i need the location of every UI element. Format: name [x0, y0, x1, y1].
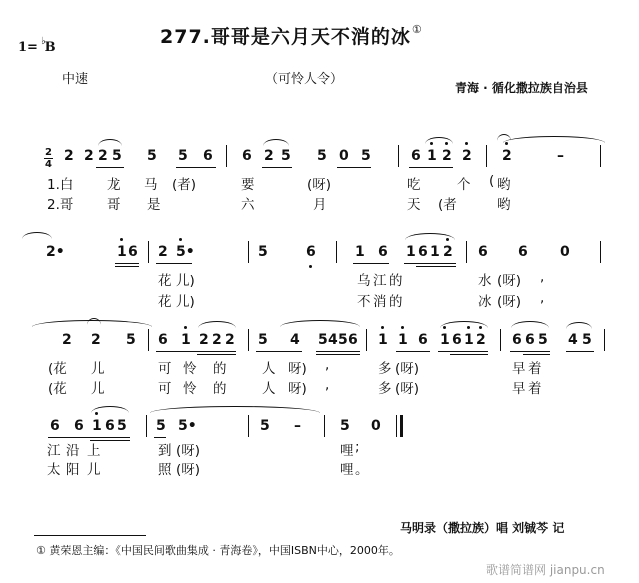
note: 2 [264, 148, 274, 164]
final-bar-line [400, 415, 403, 437]
note: 2 [199, 332, 209, 348]
tempo-marking: 中速 [62, 72, 89, 87]
note: 0 [339, 148, 349, 164]
note: 2 [158, 244, 168, 260]
note: 4 [568, 332, 578, 348]
footnote: ① 黄荣恩主编：《中国民间歌曲集成 · 青海卷》，中国ISBN中心，2000年。 [36, 544, 400, 557]
note: 5• [178, 418, 197, 434]
bar-line [226, 145, 227, 167]
note: 1 [378, 332, 388, 348]
song-title: 277.哥哥是六月天不消的冰① [160, 23, 423, 48]
note: 6 [411, 148, 421, 164]
note: 6 [203, 148, 213, 164]
note: 5 [318, 332, 328, 348]
bar-line [600, 241, 601, 263]
bar-line [466, 241, 467, 263]
note: 1 [181, 332, 191, 348]
time-signature: 2 4 [45, 147, 52, 170]
bar-line [600, 145, 601, 167]
note: 0 [560, 244, 570, 260]
note: 6 [74, 418, 84, 434]
lyric-line-2: 太 阳 儿 照 (呀) 哩 。 [47, 462, 369, 478]
note: 2 [64, 148, 74, 164]
bar-line [336, 241, 337, 263]
bar-line [148, 241, 149, 263]
note: 5 [156, 418, 166, 434]
note: 2 [462, 148, 472, 164]
note: 6 [158, 332, 168, 348]
bar-line [146, 415, 147, 437]
note: 2 [442, 148, 452, 164]
tie [22, 232, 52, 239]
slur [425, 137, 453, 144]
staff-system-1 [0, 148, 639, 168]
slur [91, 406, 129, 413]
note: 2 [502, 148, 512, 164]
site-watermark: 歌谱简谱网 jianpu.cn [486, 563, 605, 577]
note: 4 [290, 332, 300, 348]
note: 6 [418, 332, 428, 348]
lyric-line-2: 2.哥 哥 是 六 月 天 (者 哟 [47, 197, 511, 213]
tie [503, 136, 605, 143]
bar-line [324, 415, 325, 437]
bar-line [396, 415, 397, 437]
note: 1 [406, 244, 416, 260]
lyric-line-2: 花 儿) 不 消 的 冰 (呀) , [158, 290, 545, 310]
note: 6 [518, 244, 528, 260]
bar-line [248, 329, 249, 351]
note: 2 [98, 148, 108, 164]
bar-line [500, 329, 501, 351]
note: 5 [260, 418, 270, 434]
note: 1 [92, 418, 102, 434]
note: 2• [46, 244, 65, 260]
note: 1 [440, 332, 450, 348]
note: 2 [84, 148, 94, 164]
performer-credit: 马明录（撒拉族）唱 刘铖芩 记 [400, 521, 565, 535]
bar-line [486, 145, 487, 167]
note: 5 [281, 148, 291, 164]
lyric-line-1: 1.白 龙 马 (者) 要 (呀) 吃 个 ( 哟 [47, 173, 511, 193]
note: 1 [355, 244, 365, 260]
note: 5• [176, 244, 195, 260]
note: 5 [338, 332, 348, 348]
bar-line [398, 145, 399, 167]
lyric-line-2: (花 儿 可 怜 的 人 呀) , 多 (呀) 早 着 [48, 377, 542, 397]
staff-system-2 [0, 244, 639, 264]
footnote-divider [34, 535, 146, 536]
slur [511, 321, 549, 328]
slur [280, 320, 360, 327]
note: 6 [525, 332, 535, 348]
region-label: 青海 · 循化撒拉族自治县 [455, 81, 588, 95]
note: 6 [478, 244, 488, 260]
bar-line [366, 329, 367, 351]
note: 5 [538, 332, 548, 348]
note: 6 [452, 332, 462, 348]
note: 5 [178, 148, 188, 164]
note: 5 [112, 148, 122, 164]
note: 5 [147, 148, 157, 164]
lyric-line-1: 江 沿 上 到 (呀) 哩 ; [47, 439, 360, 459]
note: 6 [306, 244, 316, 260]
note: 5 [317, 148, 327, 164]
note: 2 [443, 244, 453, 260]
slur [566, 322, 592, 329]
tune-subtitle: （可怜人令） [265, 72, 344, 87]
lyric-line-1: 花 儿) 乌 江 的 水 (呀) , [158, 269, 545, 289]
note: 4 [328, 332, 338, 348]
note: 5 [361, 148, 371, 164]
note: 2 [212, 332, 222, 348]
note: 5 [340, 418, 350, 434]
note: 6 [378, 244, 388, 260]
note: 1 [117, 244, 127, 260]
note: 0 [371, 418, 381, 434]
slur [405, 233, 455, 240]
bar-line [148, 329, 149, 351]
staff-system-3 [0, 332, 639, 352]
note: 1 [430, 244, 440, 260]
key-signature: 1= ♭B [18, 36, 56, 55]
slur [98, 139, 122, 146]
note: 2 [91, 332, 101, 348]
note: 6 [128, 244, 138, 260]
bar-line [604, 329, 605, 351]
note: 6 [242, 148, 252, 164]
note: 2 [225, 332, 235, 348]
bar-line [248, 415, 249, 437]
note: 5 [258, 332, 268, 348]
note: 2 [476, 332, 486, 348]
note: 6 [348, 332, 358, 348]
note: 1 [398, 332, 408, 348]
slur [198, 321, 236, 328]
flat-symbol: ♭ [40, 36, 46, 47]
note: 5 [117, 418, 127, 434]
note: 1 [427, 148, 437, 164]
extension-dash: – [294, 418, 301, 434]
staff-system-4 [0, 418, 639, 438]
slur [263, 139, 289, 146]
note: 2 [62, 332, 72, 348]
footnote-marker: ① [411, 23, 423, 36]
note: 6 [50, 418, 60, 434]
slur [440, 321, 488, 328]
lyric-line-1: (花 儿 可 怜 的 人 呀) , 多 (呀) 早 着 [48, 357, 542, 377]
tie [150, 406, 320, 413]
note: 1 [464, 332, 474, 348]
bar-line [248, 241, 249, 263]
note: 5 [126, 332, 136, 348]
note: 5 [582, 332, 592, 348]
note: 6 [512, 332, 522, 348]
note: 6 [418, 244, 428, 260]
note: 5 [258, 244, 268, 260]
note: 6 [105, 418, 115, 434]
fermata [87, 318, 101, 325]
extension-dash: – [557, 148, 564, 164]
